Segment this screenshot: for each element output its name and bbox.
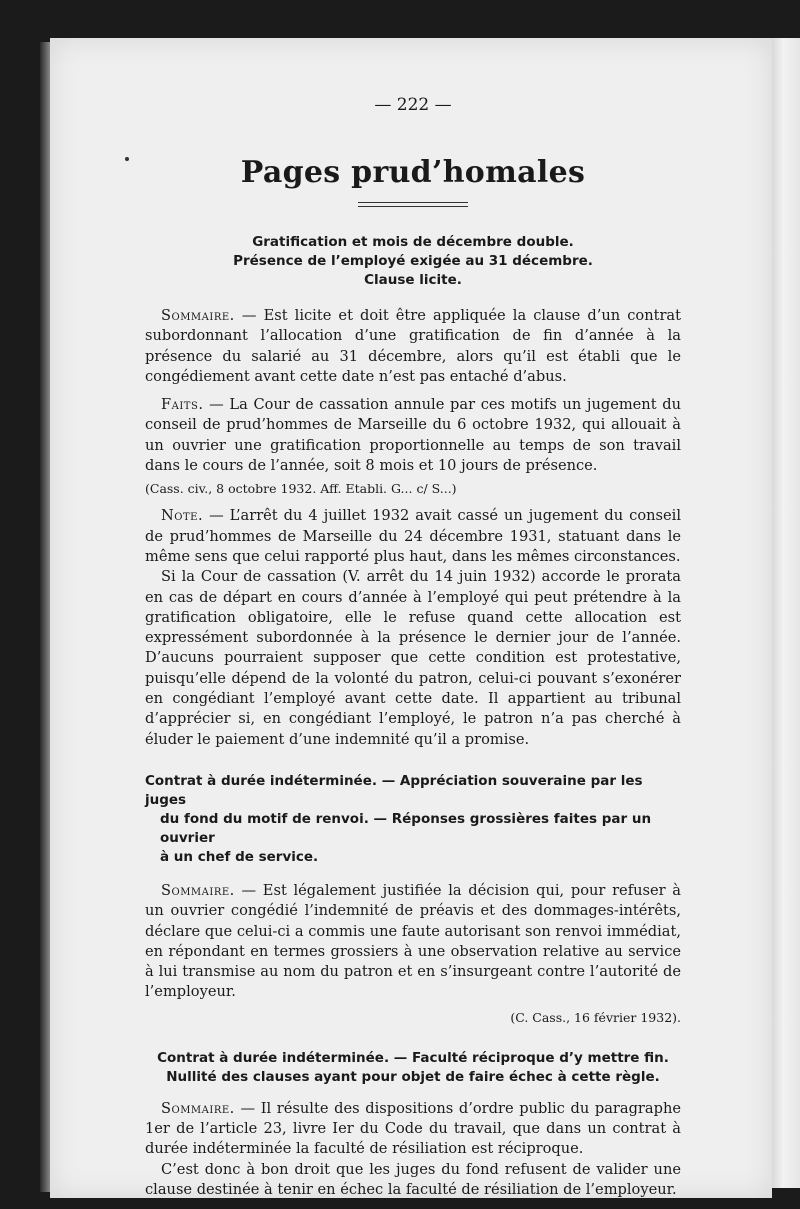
section1-note bbox=[145, 506, 681, 567]
section1-faits bbox=[145, 395, 681, 476]
sommaire-text: — Est légalement justifiée la décision qui, pour refuser à un ouvrier congédié l’indemnité de préavis et des dommages-intérêts, déclare que celui-ci a commis une faute autorisant son renvoi immédiat, en répondant en termes grossiers à une observation relative au service à lui transmise au nom du patron et en s’insurgeant contre l’autorité de l’employeur. bbox=[145, 881, 681, 1001]
section3-heading bbox=[145, 1049, 681, 1087]
page-number: — 222 — bbox=[374, 95, 452, 115]
heading-line: du fond du motif de renvoi. — Réponses grossières faites par un ouvrier bbox=[160, 810, 652, 846]
sommaire-text: — Est licite et doit être appliquée la clause d’un contrat subordonnant l’allocation d’une gratification de fin d’année à la présence du salarié au 31 décembre, alors qu’il est établi que le congédiement avant cette date n’est pas entaché d’abus. bbox=[145, 307, 681, 385]
heading-line: Contrat à durée indéterminée. — Appréciation souveraine par les juges bbox=[145, 772, 643, 808]
section2-heading bbox=[145, 772, 681, 867]
section3-sommaire bbox=[145, 1099, 681, 1160]
ink-dot bbox=[125, 157, 129, 161]
faits-text: — La Cour de cassation annule par ces motifs un jugement du conseil de prud’hommes de Marseille du 6 octobre 1932, qui allouait à un ouvrier une gratification proportionnelle au temps de son travail dans le cours de l’année, soit 8 mois et 10 jours de présence. bbox=[145, 396, 681, 475]
section1-heading bbox=[145, 233, 681, 290]
note-text: — L’arrêt du 4 juillet 1932 avait cassé un jugement du conseil de prud’hommes de Marseille du 24 décembre 1931, statuant dans le même sens que celui rapporté plus haut, dans les mêmes circonstances. bbox=[145, 507, 681, 565]
section1-reference: (Cass. civ., 8 octobre 1932. Aff. Etabli. G... c/ S...) bbox=[145, 481, 457, 497]
section1-note-paragraph: Si la Cour de cassation (V. arrêt du 14 juin 1932) accorde le prorata en cas de départ en cours d’année à l’employé qui peut prétendre à la gratification obligatoire, elle le refuse quand cette allocation est expressément subordonnée à la présence le dernier jour de l’année. D’aucuns pourraient supposer que cette condition est protestative, puisqu’elle dépend de la volonté du patron, celui-ci pouvant s’exonérer en congédiant l’employé avant cette date. Il appartient au tribunal d’apprécier si, en congédiant l’employé, le patron n’a pas cherché à éluder le paiement d’une indemnité qu’il a promise. bbox=[145, 568, 681, 748]
sommaire-label: Sommaire. bbox=[161, 881, 235, 899]
sommaire-label: Sommaire. bbox=[161, 307, 235, 324]
section1-sommaire bbox=[145, 306, 681, 387]
sommaire-label: Sommaire. bbox=[161, 1099, 235, 1117]
title-rule bbox=[358, 202, 468, 207]
heading-line: Présence de l’employé exigée au 31 décembre. bbox=[233, 253, 593, 269]
faits-label: Faits. bbox=[161, 396, 204, 414]
heading-line: à un chef de service. bbox=[160, 848, 319, 865]
page-title: Pages prud’homales bbox=[240, 155, 586, 190]
section2-sommaire bbox=[145, 881, 681, 1003]
heading-line: Clause licite. bbox=[364, 272, 462, 288]
note-label: Note. bbox=[161, 507, 204, 525]
section3-paragraph: C’est donc à bon droit que les juges du fond refusent de valider une clause destinée à tenir en échec la faculté de résiliation de l’employeur. bbox=[145, 1160, 681, 1198]
heading-line: Nullité des clauses ayant pour objet de faire échec à cette règle. bbox=[166, 1068, 660, 1085]
next-page-edge bbox=[772, 38, 800, 1188]
sommaire-text: — Il résulte des dispositions d’ordre public du paragraphe 1er de l’article 23, livre Ier du Code du travail, que dans un contrat à durée indéterminée la faculté de résiliation est réciproque. bbox=[145, 1099, 681, 1158]
heading-line: Contrat à durée indéterminée. — Faculté réciproque d’y mettre fin. bbox=[157, 1049, 669, 1066]
page-content bbox=[145, 95, 681, 1200]
heading-line: Gratification et mois de décembre double. bbox=[252, 234, 574, 250]
section2-reference: (C. Cass., 16 février 1932). bbox=[510, 1009, 681, 1025]
